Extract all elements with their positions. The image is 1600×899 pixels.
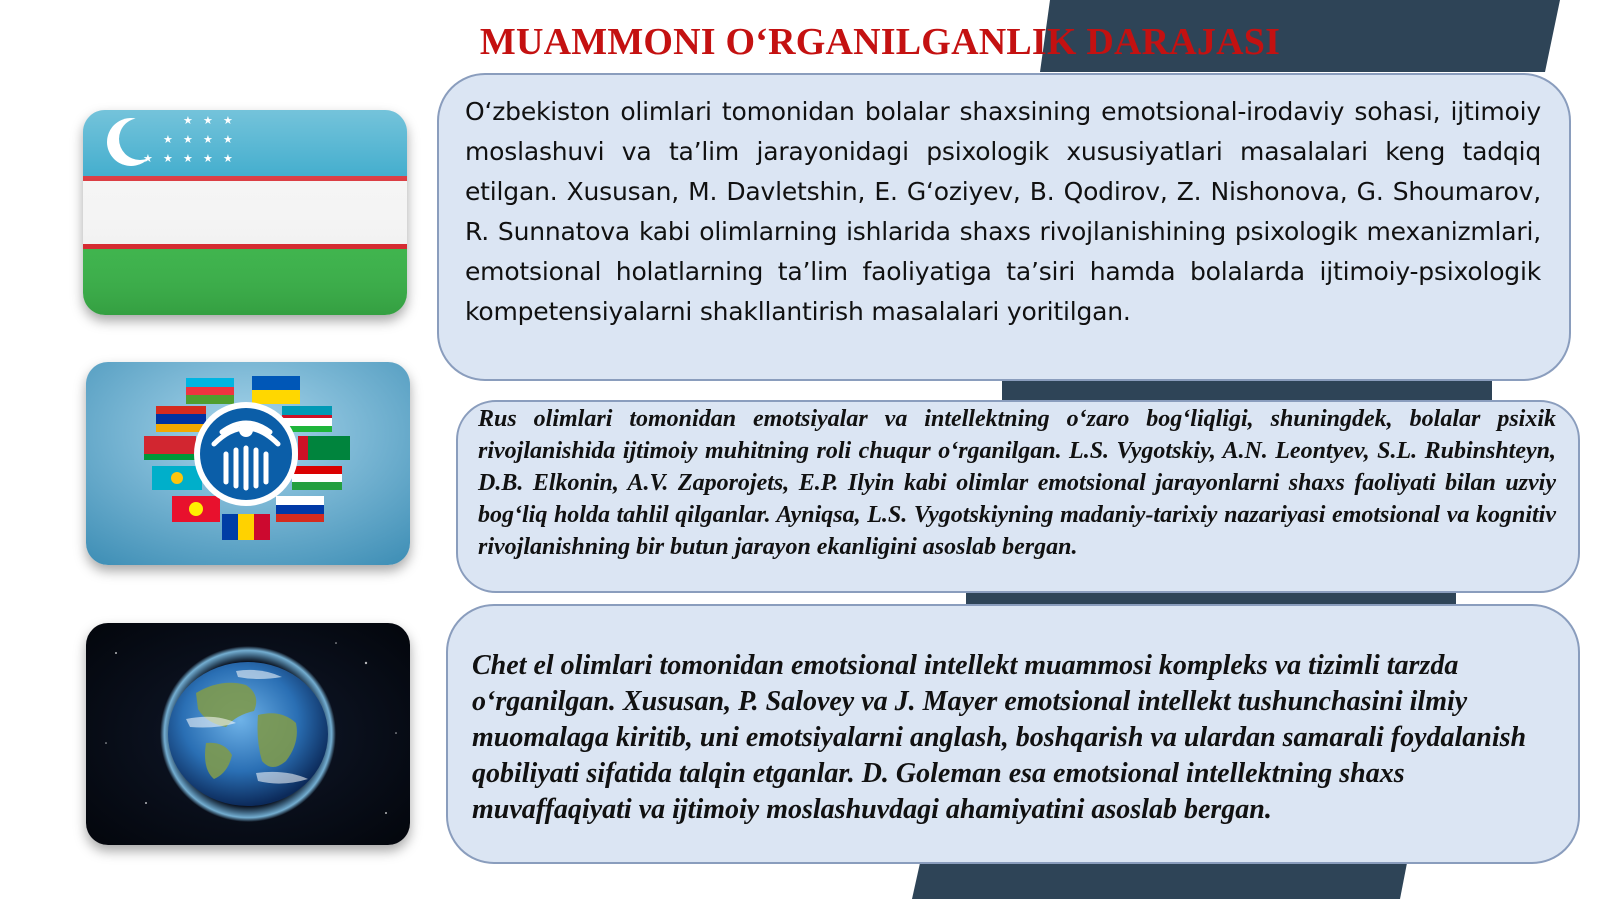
russian-scholars-panel — [456, 400, 1580, 593]
decor-band-middle-1 — [1002, 380, 1492, 402]
uzbekistan-flag-icon — [83, 110, 407, 315]
uzbek-scholars-text: O‘zbekiston olimlari tomonidan bolalar shaxsining emotsional-irodaviy sohasi, ijtimoiy moslashuvi va ta’lim jarayonidagi psixologik xususiyatlari masalalari keng tadqiq etilgan. Xususan, M. Davletshin, E. G‘oziyev, B. Qodirov, Z. Nishonova, G. Shoumarov, R. Sunnatova kabi olimlarning ishlarida shaxs rivojlanishining psixologik mexanizmlari, emotsional holatlarning ta’lim faoliyatiga ta’siri hamda bolalarda ijtimoiy-psixologik kompetensiyalarni shakllantirish masalalari yoritilgan. — [465, 97, 1541, 326]
earth-globe-icon — [86, 623, 410, 845]
uzbek-scholars-panel — [437, 73, 1571, 381]
uzbekistan-flag-image — [83, 110, 407, 315]
cis-emblem-image — [86, 362, 410, 565]
earth-globe-image — [86, 623, 410, 845]
foreign-scholars-text: Chet el olimlari tomonidan emotsional intellekt muammosi kompleks va tizimli tarzda o‘rganilgan. Xususan, P. Salovey va J. Mayer emotsional intellekt tushunchasini ilmiy muomalaga kiritib, uni emotsiyalarni anglash, boshqarish va ulardan samarali foydalanish qobiliyati sifatida talqin etganlar. D. Goleman esa emotsional intellektning shaxs muvaffaqiyati va ijtimoiy moslashuvdagi ahamiyatini asoslab bergan. — [472, 650, 1527, 825]
cis-emblem-icon — [86, 362, 410, 565]
foreign-scholars-panel — [446, 604, 1580, 864]
decor-band-bottom — [912, 863, 1407, 899]
page-title: MUAMMONI O‘RGANILGANLIK DARAJASI — [479, 21, 1281, 63]
russian-scholars-text: Rus olimlari tomonidan emotsiyalar va intellektning o‘zaro bog‘liqligi, shuningdek, bolalar psixik rivojlanishida ijtimoiy muhitning roli chuqur o‘rganilgan. L.S. Vygotskiy, A.N. Leontyev, S.L. Rubinshteyn, D.B. Elkonin, A.V. Zaporojets, E.P. Ilyin kabi olimlar emotsional jarayonlarni shaxs faoliyati bilan uzviy bog‘liq holda tahlil qilganlar. Ayniqsa, L.S. Vygotskiyning madaniy-tarixiy nazariyasi emotsional va kognitiv rivojlanishning bir butun jarayon ekanligini asoslab bergan. — [478, 406, 1556, 560]
